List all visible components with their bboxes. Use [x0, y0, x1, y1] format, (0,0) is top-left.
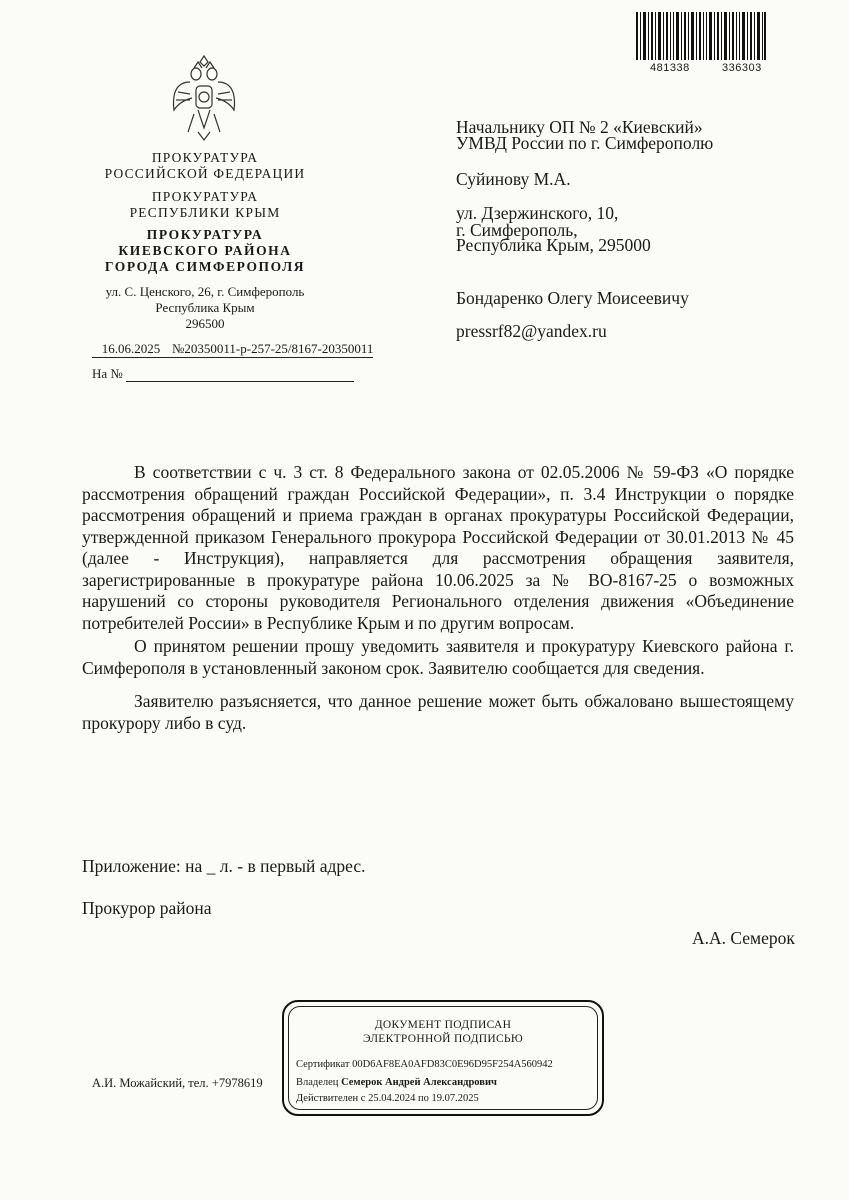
- stamp-valid-to: 19.07.2025: [431, 1093, 479, 1104]
- header-line-7: ГОРОДА СИМФЕРОПОЛЯ: [104, 259, 306, 274]
- recipient-line-1: Начальнику ОП № 2 «Киевский»: [456, 117, 703, 137]
- stamp-certificate-value: 00D6AF8EA0AFD83C0E96D95F254A560942: [352, 1059, 553, 1070]
- stamp-certificate-label: Сертификат: [296, 1059, 350, 1070]
- stamp-valid-from: 25.04.2024: [368, 1093, 416, 1104]
- stamp-owner-label: Владелец: [296, 1077, 339, 1088]
- stamp-valid-label: Действителен с: [296, 1093, 366, 1104]
- registration-line: [92, 341, 410, 358]
- recipient-name-2: Бондаренко Олегу Моисеевичу: [456, 288, 689, 308]
- stamp-owner-value: Семерок Андрей Александрович: [341, 1077, 497, 1088]
- reference-label: На №: [92, 366, 123, 381]
- registration-date: 16.06.2025: [92, 341, 170, 358]
- recipient-line-2: УМВД России по г. Симферополю: [456, 133, 714, 153]
- header-line-2: РОССИЙСКОЙ ФЕДЕРАЦИИ: [104, 166, 306, 181]
- body-paragraph-3: Заявителю разъясняется, что данное решение может быть обжаловано вышестоящему прокурору либо в суд.: [82, 691, 794, 733]
- stamp-title-2: ЭЛЕКТРОННОЙ ПОДПИСЬЮ: [363, 1033, 523, 1045]
- recipient-email: pressrf82@yandex.ru: [456, 321, 607, 341]
- executor-contact: А.И. Можайский, тел. +7978619: [92, 1076, 263, 1090]
- org-address-region: Республика Крым: [155, 300, 255, 315]
- header-line-5: ПРОКУРАТУРА: [146, 227, 264, 242]
- recipient-address-2: г. Симферополь,: [456, 220, 578, 240]
- stamp-title-1: ДОКУМЕНТ ПОДПИСАН: [374, 1019, 512, 1031]
- coat-of-arms-icon: [168, 52, 240, 144]
- electronic-signature-stamp: [282, 1000, 604, 1116]
- stamp-validity: [296, 1092, 479, 1105]
- body-paragraph-2: О принятом решении прошу уведомить заявителя и прокуратуру Киевского района г. Симферополя в установленный законом срок. Заявителю сообщается для сведения.: [82, 636, 794, 678]
- stamp-owner: [296, 1076, 497, 1089]
- header-line-6: КИЕВСКОГО РАЙОНА: [118, 243, 292, 258]
- stamp-certificate: [296, 1058, 553, 1071]
- header-line-1: ПРОКУРАТУРА: [151, 150, 259, 165]
- barcode: [636, 12, 766, 60]
- barcode-number-left: 481338: [650, 62, 690, 74]
- body-paragraph-1: В соответствии с ч. 3 ст. 8 Федерального закона от 02.05.2006 № 59-ФЗ «О порядке рассмотрения обращений граждан Российской Федерации», п. 3.4 Инструкции о порядке рассмотрения обращений и приема граждан в органах прокуратуры Российской Федерации, утвержденной приказом Генерального прокурора Российской Федерации от 30.01.2013 № 45 (далее - Инструкция), направляется для рассмотрения обращения заявителя, зарегистрированные в прокуратуре района 10.06.2025 за № ВО-8167-25 о возможных нарушений со стороны руководителя Регионального отделения движения «Объединение потребителей России» в Республике Крым и по другим вопросам.: [82, 462, 794, 633]
- recipient-name-1: Суйинову М.А.: [456, 169, 571, 189]
- stamp-valid-to-label: по: [417, 1093, 429, 1104]
- org-address-street: ул. С. Ценского, 26, г. Симферополь: [105, 284, 305, 299]
- header-line-4: РЕСПУБЛИКИ КРЫМ: [129, 205, 281, 220]
- reference-line: [92, 366, 354, 382]
- signatory-name: А.А. Семерок: [692, 928, 795, 948]
- letter-body: [82, 462, 794, 734]
- registration-number: №20350011-р-257-25/8167-20350011: [172, 341, 374, 356]
- recipient-address-3: Республика Крым, 295000: [456, 235, 651, 255]
- recipient-address-1: ул. Дзержинского, 10,: [456, 203, 619, 223]
- header-line-3: ПРОКУРАТУРА: [151, 189, 259, 204]
- signatory-title: Прокурор района: [82, 898, 212, 918]
- reference-blank: [126, 367, 354, 382]
- attachment-note: Приложение: на _ л. - в первый адрес.: [82, 856, 366, 876]
- org-postcode: 296500: [185, 316, 225, 331]
- barcode-number-right: 336303: [722, 62, 762, 74]
